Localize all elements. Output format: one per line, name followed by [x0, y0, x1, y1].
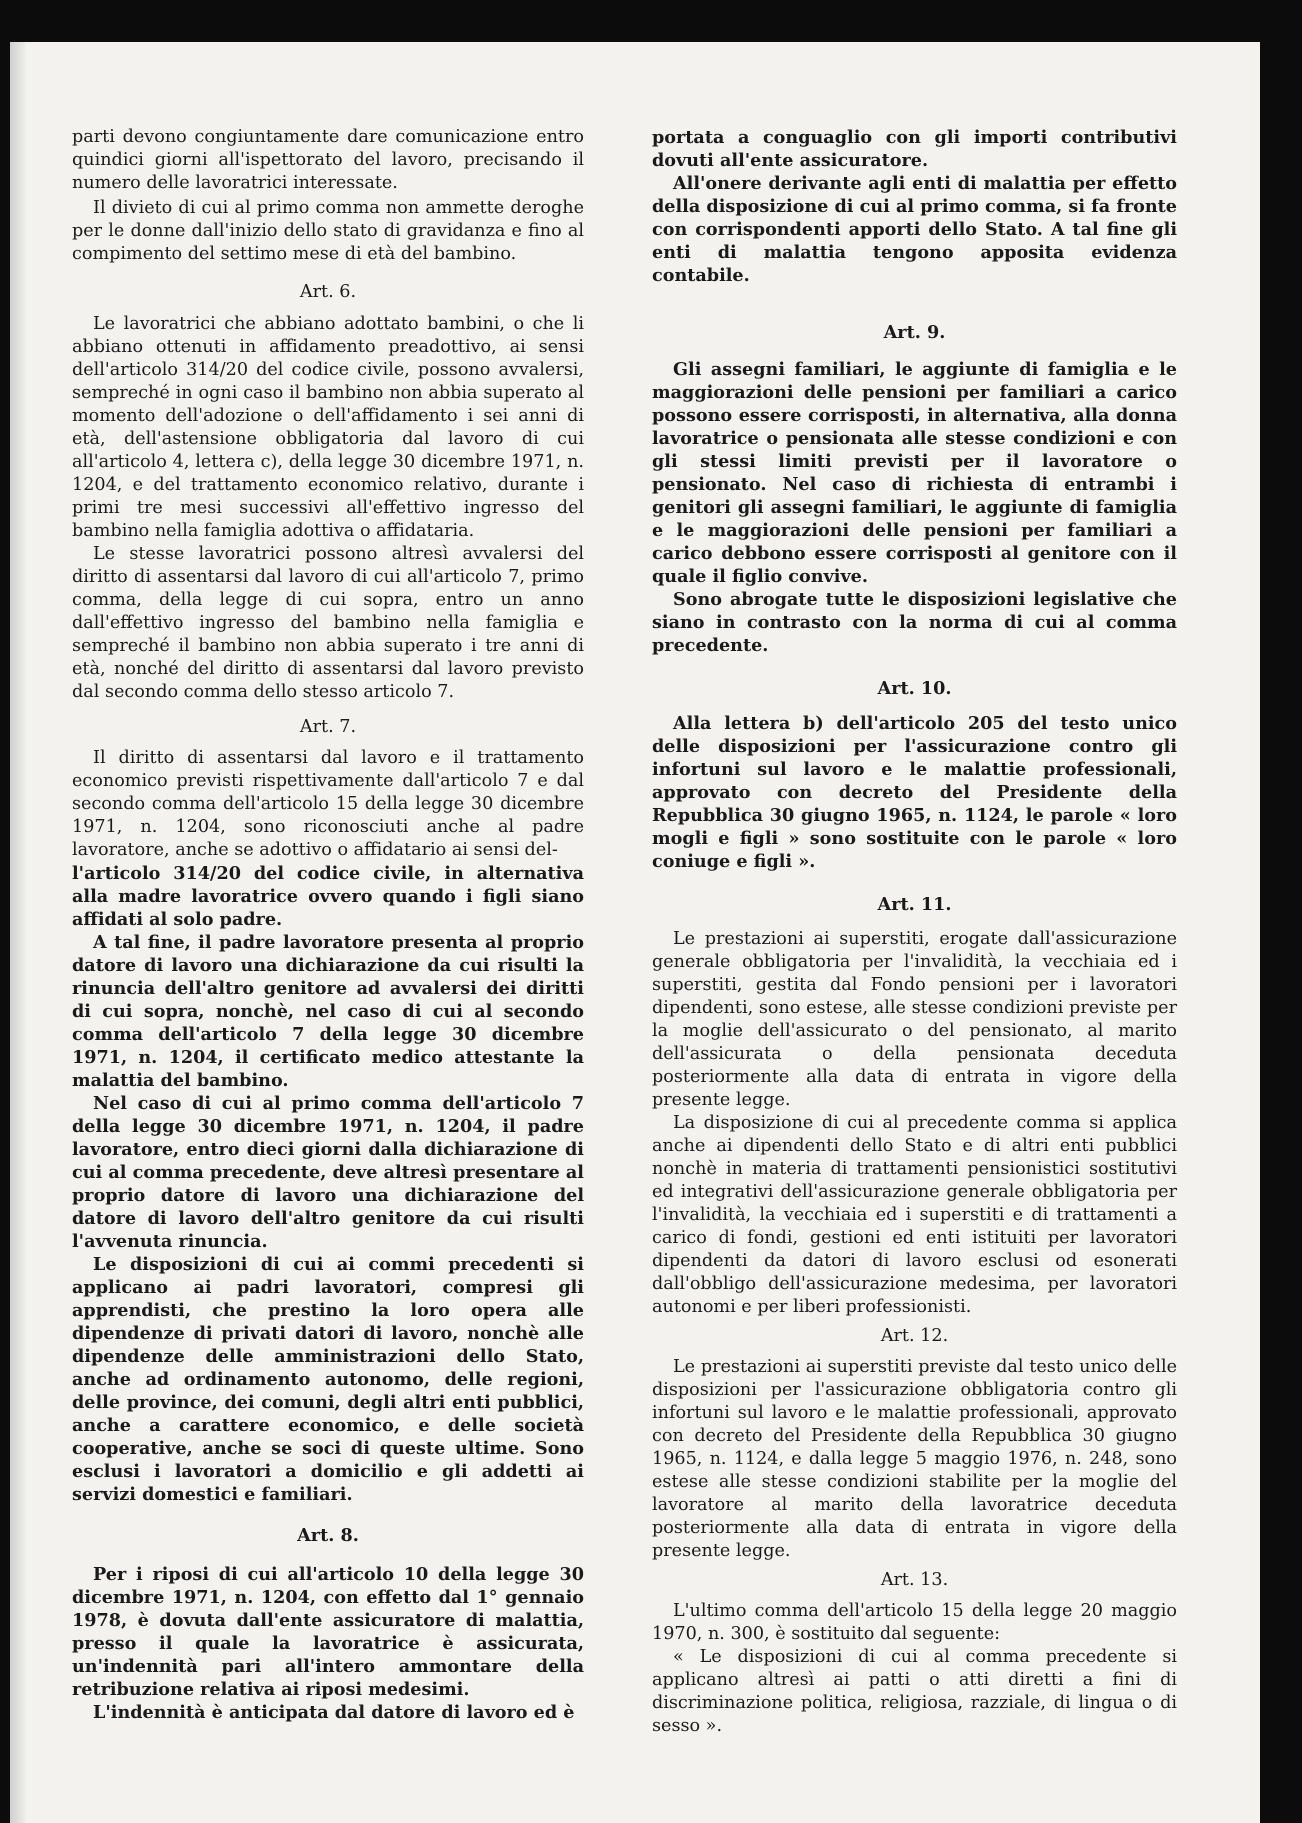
right-paragraph-4: Sono abrogate tutte le disposizioni legislative che siano in contrasto con la norma di cui al comma precedente. — [652, 589, 1177, 656]
left-paragraph-4: Le stesse lavoratrici possono altresì avvalersi del diritto di assentarsi dal lavoro di cui all'articolo 7, primo comma, della legge di cui sopra, entro un anno dall'effettivo ingresso del bambino nella famiglia e sempreché il bambino non abbia superato i tre anni di età, nonché del diritto di assentarsi dal lavoro previsto dal secondo comma dello stesso articolo 7. — [72, 544, 584, 702]
heading-art-9: Art. 9. — [883, 322, 946, 343]
right-paragraph-8: Le prestazioni ai superstiti previste dal testo unico delle disposizioni per l'assicurazione obbligatoria contro gli infortuni sul lavoro e le malattie professionali, approvato con decreto del Presidente della Repubblica 30 giugno 1965, n. 1124, e dalla legge 5 maggio 1976, n. 248, sono estese alle stesse condizioni stabilite per la moglie del lavoratore al marito della lavoratrice deceduta posteriormente alla data di entrata in vigore della presente legge. — [652, 1357, 1177, 1561]
left-paragraph-8: Le disposizioni di cui ai commi precedenti si applicano ai padri lavoratori, compresi gli apprendisti, che prestino la loro opera alle dipendenze di privati datori di lavoro, nonchè alle dipendenze delle amministrazioni dello Stato, anche ad ordinamento autonomo, delle regioni, delle province, dei comuni, degli altri enti pubblici, anche a carattere economico, e delle società cooperative, anche se soci di queste ultime. Sono esclusi i lavoratori a domicilio e gli addetti ai servizi domestici e familiari. — [72, 1254, 584, 1505]
right-paragraph-5: Alla lettera b) dell'articolo 205 del testo unico delle disposizioni per l'assicurazione contro gli infortuni sul lavoro e le malattie professionali, approvato con decreto del Presidente della Repubblica 30 giugno 1965, n. 1124, le parole « loro mogli e figli » sono sostituite con le parole « loro coniuge e figli ». — [652, 713, 1177, 872]
left-paragraph-5a: Il diritto di assentarsi dal lavoro e il trattamento economico previsti rispettivamente dall'articolo 7 e dal secondo comma dell'articolo 15 della legge 30 dicembre 1971, n. 1204, sono riconosciuti anche al padre lavoratore, anche se adottivo o affidatario ai sensi del- — [72, 748, 584, 860]
right-paragraph-3: Gli assegni familiari, le aggiunte di famiglia e le maggiorazioni delle pensioni per familiari a carico possono essere corrisposti, in alternativa, alla donna lavoratrice o pensionata alle stesse condizioni e con gli stessi limiti previsti per il lavoratore o pensionato. Nel caso di richiesta di entrambi i genitori gli assegni familiari, le aggiunte di famiglia e le maggiorazioni delle pensioni per familiari a carico debbono essere corrisposti al genitore con il quale il figlio convive. — [652, 359, 1177, 587]
left-column — [72, 126, 584, 1724]
page-binding-edge — [10, 42, 26, 1823]
heading-art-11: Art. 11. — [877, 894, 952, 915]
right-paragraph-1: portata a conguaglio con gli importi contributivi dovuti all'ente assicuratore. — [652, 127, 1177, 171]
right-paragraph-2: All'onere derivante agli enti di malattia per effetto della disposizione di cui al primo comma, si fa fronte con corrispondenti apporti dello Stato. A tal fine gli enti di malattia tengono apposita evidenza contabile. — [652, 173, 1177, 286]
left-paragraph-2: Il divieto di cui al primo comma non ammette deroghe per le donne dall'inizio dello stato di gravidanza e fino al compimento del settimo mese di età del bambino. — [72, 198, 584, 264]
left-paragraph-3: Le lavoratrici che abbiano adottato bambini, o che li abbiano ottenuti in affidamento preadottivo, ai sensi dell'articolo 314/20 del codice civile, possono avvalersi, sempreché in ogni caso il bambino non abbia superato al momento dell'adozione o dell'affidamento i sei anni di età, dell'astensione obbligatoria dal lavoro di cui all'articolo 4, lettera c), della legge 30 dicembre 1971, n. 1204, e del trattamento economico relativo, durante i primi tre mesi successivi all'effettivo ingresso del bambino nella famiglia adottiva o affidataria. — [72, 314, 584, 541]
left-paragraph-7: Nel caso di cui al primo comma dell'articolo 7 della legge 30 dicembre 1971, n. 1204, il padre lavoratore, entro dieci giorni dalla dichiarazione di cui al comma precedente, deve altresì presentare al proprio datore di lavoro una dichiarazione del datore di lavoro dell'altro genitore da cui risulti l'avvenuta rinuncia. — [72, 1093, 584, 1252]
heading-art-12: Art. 12. — [880, 1326, 949, 1346]
left-paragraph-9: Per i riposi di cui all'articolo 10 della legge 30 dicembre 1971, n. 1204, con effetto dal 1° gennaio 1978, è dovuta dall'ente assicuratore di malattia, presso il quale la lavoratrice è assicurata, un'indennità pari all'intero ammontare della retribuzione relativa ai riposi medesimi. — [72, 1564, 584, 1700]
right-column — [652, 126, 1177, 1738]
right-paragraph-6: Le prestazioni ai superstiti, erogate dall'assicurazione generale obbligatoria per l'invalidità, la vecchiaia ed i superstiti, gestita dal Fondo pensioni per i lavoratori dipendenti, sono estese, alle stesse condizioni previste per la moglie dell'assicurato o del pensionato, al marito dell'assicurata o della pensionata deceduta posteriormente alla data di entrata in vigore della presente legge. — [652, 929, 1177, 1110]
heading-art-7: Art. 7. — [299, 717, 357, 737]
heading-art-10: Art. 10. — [877, 678, 952, 699]
document-page — [10, 42, 1260, 1823]
heading-art-6: Art. 6. — [299, 282, 357, 302]
left-paragraph-10: L'indennità è anticipata dal datore di lavoro ed è — [93, 1702, 575, 1723]
heading-art-8: Art. 8. — [297, 1525, 359, 1546]
right-paragraph-10: « Le disposizioni di cui al comma precedente si applicano altresì ai patti o atti diretti a fini di discriminazione politica, religiosa, razziale, di lingua o di sesso ». — [652, 1647, 1177, 1736]
left-paragraph-5b: l'articolo 314/20 del codice civile, in alternativa alla madre lavoratrice ovvero quando i figli siano affidati al solo padre. — [72, 863, 584, 930]
right-paragraph-9: L'ultimo comma dell'articolo 15 della legge 20 maggio 1970, n. 300, è sostituito dal seguente: — [652, 1601, 1177, 1644]
left-paragraph-1: parti devono congiuntamente dare comunicazione entro quindici giorni all'ispettorato del lavoro, precisando il numero delle lavoratrici interessate. — [72, 127, 584, 193]
right-paragraph-7: La disposizione di cui al precedente comma si applica anche ai dipendenti dello Stato e di altri enti pubblici nonchè in materia di trattamenti pensionistici sostitutivi ed integrativi dell'assicurazione generale obbligatoria per l'invalidità, la vecchiaia ed i superstiti e di trattamenti a carico di fondi, gestioni ed enti istituiti per lavoratori dipendenti da datori di lavoro esclusi od esonerati dall'obbligo dell'assicurazione medesima, per lavoratori autonomi e per liberi professionisti. — [652, 1113, 1177, 1317]
heading-art-13: Art. 13. — [880, 1570, 949, 1590]
left-paragraph-6: A tal fine, il padre lavoratore presenta al proprio datore di lavoro una dichiarazione da cui risulti la rinuncia dell'altro genitore ad avvalersi dei diritti di cui sopra, nonchè, nel caso di cui al secondo comma dell'articolo 7 della legge 30 dicembre 1971, n. 1204, il certificato medico attestante la malattia del bambino. — [72, 932, 584, 1091]
